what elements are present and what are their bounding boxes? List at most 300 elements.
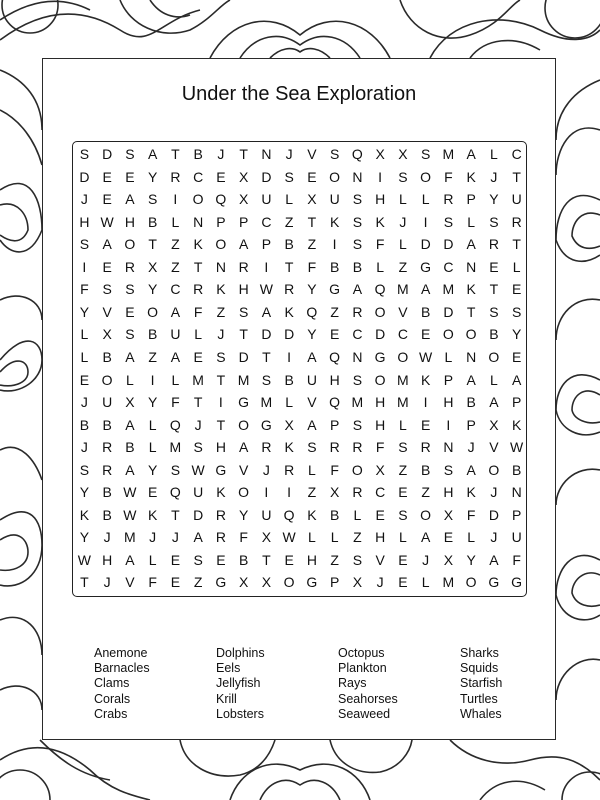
word-list-item: Plankton <box>338 661 387 676</box>
grid-letter: A <box>125 551 135 568</box>
grid-letter: A <box>489 551 499 568</box>
grid-letter: H <box>102 551 113 568</box>
grid-letter: X <box>284 416 294 433</box>
grid-letter: X <box>261 574 272 591</box>
word-list-item: Eels <box>216 661 241 676</box>
grid-letter: Z <box>398 461 408 478</box>
grid-letter: P <box>466 191 476 208</box>
grid-letter: S <box>125 326 135 343</box>
grid-letter: T <box>171 506 180 523</box>
grid-letter: B <box>102 416 112 433</box>
grid-letter: B <box>420 303 431 320</box>
grid-letter: I <box>287 348 292 365</box>
grid-letter: D <box>375 326 386 343</box>
grid-letter: F <box>512 551 521 568</box>
grid-letter: A <box>511 371 522 388</box>
grid-letter: O <box>420 506 432 523</box>
grid-letter: O <box>351 461 363 478</box>
grid-letter: J <box>171 529 179 546</box>
grid-letter: E <box>193 348 203 365</box>
grid-letter: E <box>398 551 408 568</box>
grid-letter: I <box>264 484 269 501</box>
grid-letter: L <box>285 394 294 411</box>
grid-letter: S <box>511 303 522 320</box>
grid-letter: F <box>375 236 385 253</box>
grid-letter: U <box>170 326 181 343</box>
grid-letter: J <box>80 191 88 208</box>
grid-letter: D <box>420 236 431 253</box>
grid-letter: O <box>101 371 113 388</box>
grid-letter: Z <box>193 574 203 591</box>
grid-letter: N <box>466 348 477 365</box>
grid-letter: E <box>307 168 317 185</box>
grid-letter: S <box>443 213 454 230</box>
grid-letter: L <box>330 529 339 546</box>
grid-letter: K <box>284 303 294 320</box>
grid-letter: S <box>79 146 90 162</box>
grid-letter: H <box>375 394 386 411</box>
grid-letter: L <box>512 258 521 275</box>
word-list-item: Jellyfish <box>216 676 261 691</box>
grid-letter: Y <box>466 551 476 568</box>
grid-letter: P <box>443 371 454 388</box>
grid-letter: L <box>421 574 430 591</box>
grid-letter: J <box>80 439 88 456</box>
grid-letter: A <box>125 416 135 433</box>
grid-letter: L <box>398 191 407 208</box>
grid-letter: I <box>264 258 269 275</box>
grid-letter: R <box>238 258 249 275</box>
grid-letter: E <box>443 529 454 546</box>
word-column <box>94 646 204 722</box>
word-list-item: Anemone <box>94 646 148 660</box>
grid-letter: S <box>216 348 226 365</box>
grid-letter: F <box>80 281 89 298</box>
grid-letter: M <box>397 281 409 298</box>
grid-letter: E <box>398 574 408 591</box>
grid-letter: L <box>353 506 362 523</box>
word-list-item: Seahorses <box>338 691 398 706</box>
grid-letter: Y <box>489 191 499 208</box>
grid-letter: L <box>489 146 498 162</box>
grid-letter: X <box>125 394 135 411</box>
grid-letter: E <box>125 168 135 185</box>
grid-letter: B <box>420 461 431 478</box>
grid-letter: T <box>80 574 89 591</box>
grid-letter: T <box>216 416 226 433</box>
grid-letter: O <box>374 303 386 320</box>
grid-letter: O <box>374 371 386 388</box>
grid-letter: P <box>511 506 522 523</box>
grid-letter: L <box>194 326 203 343</box>
grid-letter: K <box>147 506 158 523</box>
grid-letter: G <box>238 394 250 411</box>
grid-letter: X <box>443 551 454 568</box>
grid-letter: Y <box>307 326 317 343</box>
grid-letter: K <box>466 484 476 501</box>
grid-letter: F <box>444 168 453 185</box>
grid-letter: X <box>329 484 340 501</box>
grid-letter: L <box>80 348 89 365</box>
grid-letter: D <box>443 303 454 320</box>
grid-letter: Z <box>330 303 339 320</box>
grid-letter: Z <box>148 348 157 365</box>
grid-letter: Y <box>147 461 158 478</box>
grid-letter: Z <box>171 236 180 253</box>
grid-letter: V <box>375 551 385 568</box>
grid-letter: S <box>352 416 363 433</box>
grid-letter: S <box>125 146 135 162</box>
grid-letter: K <box>284 439 294 456</box>
grid-letter: J <box>490 529 498 546</box>
grid-letter: I <box>423 394 428 411</box>
grid-letter: E <box>147 484 158 501</box>
grid-letter: J <box>376 574 384 591</box>
grid-letter: L <box>171 213 180 230</box>
grid-letter: B <box>489 326 499 343</box>
grid-letter: M <box>124 529 136 546</box>
grid-letter: B <box>511 461 522 478</box>
grid-letter: G <box>511 574 523 591</box>
grid-letter: L <box>376 258 385 275</box>
grid-letter: L <box>489 371 498 388</box>
grid-letter: E <box>489 258 499 275</box>
grid-letter: E <box>79 371 90 388</box>
grid-letter: W <box>282 529 296 546</box>
grid-letter: Y <box>147 168 158 185</box>
grid-letter: G <box>215 461 227 478</box>
grid-letter: Y <box>79 529 90 546</box>
grid-letter: J <box>80 394 88 411</box>
grid-letter: F <box>148 574 157 591</box>
grid-letter: R <box>215 506 226 523</box>
grid-letter: S <box>352 371 363 388</box>
grid-letter: X <box>261 529 272 546</box>
grid-letter: K <box>466 168 476 185</box>
grid-letter: T <box>512 236 521 253</box>
grid-letter: A <box>466 371 476 388</box>
grid-letter: O <box>488 348 500 365</box>
grid-letter: J <box>262 461 270 478</box>
grid-letter: P <box>238 213 249 230</box>
grid-letter: E <box>102 191 112 208</box>
grid-letter: X <box>489 416 499 433</box>
grid-letter: Z <box>398 258 408 275</box>
grid-letter: P <box>511 394 522 411</box>
grid-letter: W <box>123 506 137 523</box>
grid-letter: B <box>102 506 112 523</box>
grid-letter: F <box>375 439 385 456</box>
grid-letter: T <box>512 168 521 185</box>
word-list-item: Whales <box>460 706 502 721</box>
grid-letter: X <box>375 146 385 162</box>
grid-letter: F <box>171 394 180 411</box>
grid-letter: E <box>170 574 181 591</box>
puzzle-title: Under the Sea Exploration <box>181 83 417 105</box>
grid-letter: E <box>216 551 226 568</box>
grid-letter: R <box>420 439 431 456</box>
grid-letter: J <box>103 529 111 546</box>
word-list-item: Crabs <box>94 706 128 721</box>
grid-letter: A <box>420 529 431 546</box>
grid-letter: A <box>193 529 203 546</box>
grid-letter: C <box>193 168 204 185</box>
grid-letter: F <box>307 258 317 275</box>
grid-letter: J <box>422 551 430 568</box>
grid-letter: R <box>193 281 204 298</box>
grid-letter: R <box>488 236 499 253</box>
grid-letter: W <box>259 281 273 298</box>
word-list-item: Squids <box>460 661 499 676</box>
grid-letter: N <box>466 258 477 275</box>
grid-letter: B <box>102 484 112 501</box>
grid-letter: S <box>170 461 181 478</box>
grid-letter: I <box>287 484 292 501</box>
grid-letter: A <box>466 146 476 162</box>
grid-letter: N <box>352 168 363 185</box>
grid-letter: C <box>375 484 386 501</box>
grid-letter: Q <box>283 506 295 523</box>
grid-letter: J <box>490 484 498 501</box>
word-column <box>338 646 448 722</box>
grid-letter: O <box>465 574 477 591</box>
grid-letter: J <box>194 416 202 433</box>
grid-letter: A <box>125 348 135 365</box>
grid-letter: E <box>170 551 181 568</box>
word-list-item: Barnacles <box>94 661 150 676</box>
grid-letter: R <box>170 168 181 185</box>
grid-letter: T <box>466 303 476 320</box>
grid-letter: D <box>284 326 295 343</box>
letter-grid <box>72 141 527 597</box>
grid-letter: E <box>284 551 294 568</box>
grid-letter: D <box>488 506 499 523</box>
grid-letter: K <box>307 506 317 523</box>
grid-letter: H <box>215 439 226 456</box>
grid-letter: S <box>307 439 317 456</box>
grid-letter: L <box>148 439 157 456</box>
grid-letter: G <box>329 281 341 298</box>
grid-letter: S <box>284 168 294 185</box>
grid-letter: S <box>147 191 158 208</box>
grid-letter: U <box>511 191 522 208</box>
puzzle-sheet <box>42 58 556 740</box>
grid-letter: K <box>420 371 431 388</box>
grid-letter: O <box>147 303 159 320</box>
grid-letter: U <box>102 394 113 411</box>
grid-letter: X <box>238 168 249 185</box>
grid-letter: D <box>443 236 454 253</box>
grid-letter: U <box>511 529 522 546</box>
grid-letter: X <box>102 326 112 343</box>
grid-letter: W <box>510 439 524 456</box>
grid-letter: E <box>420 326 431 343</box>
grid-letter: B <box>193 146 203 162</box>
grid-letter: L <box>421 191 430 208</box>
grid-letter: O <box>329 168 341 185</box>
grid-letter: S <box>398 506 408 523</box>
grid-letter: B <box>79 416 90 433</box>
word-list-item: Starfish <box>460 676 503 691</box>
grid-letter: E <box>216 168 226 185</box>
grid-letter: R <box>102 461 113 478</box>
grid-letter: Z <box>216 303 226 320</box>
grid-letter: A <box>125 461 135 478</box>
grid-letter: G <box>488 574 500 591</box>
grid-letter: O <box>238 484 250 501</box>
grid-letter: M <box>169 439 182 456</box>
grid-letter: P <box>329 416 340 433</box>
grid-letter: M <box>442 574 455 591</box>
grid-letter: K <box>79 506 90 523</box>
grid-letter: S <box>398 168 408 185</box>
grid-letter: T <box>193 258 203 275</box>
grid-letter: H <box>443 484 454 501</box>
grid-letter: A <box>466 461 476 478</box>
grid-letter: S <box>398 439 408 456</box>
grid-letter: Y <box>307 281 317 298</box>
grid-letter: O <box>397 348 409 365</box>
word-list <box>94 646 534 726</box>
grid-letter: X <box>443 506 454 523</box>
grid-letter: I <box>173 191 178 208</box>
grid-letter: S <box>420 146 431 162</box>
grid-letter: V <box>125 574 135 591</box>
grid-letter: J <box>103 574 111 591</box>
grid-letter: B <box>284 371 294 388</box>
grid-letter: K <box>375 213 385 230</box>
grid-letter: O <box>488 461 500 478</box>
word-column <box>460 646 570 722</box>
grid-letter: Q <box>306 303 318 320</box>
grid-letter: O <box>283 574 295 591</box>
grid-letter: K <box>216 281 226 298</box>
grid-letter: Q <box>169 484 181 501</box>
grid-letter: J <box>490 168 498 185</box>
grid-letter: B <box>466 394 476 411</box>
grid-letter: O <box>465 326 477 343</box>
word-list-item: Turtles <box>460 691 498 706</box>
grid-letter: Z <box>421 484 430 501</box>
grid-letter: G <box>306 574 318 591</box>
grid-letter: S <box>79 236 90 253</box>
grid-letter: U <box>261 506 272 523</box>
word-list-item: Dolphins <box>216 646 265 660</box>
grid-letter: A <box>489 394 499 411</box>
grid-letter: F <box>193 303 203 320</box>
grid-letter: E <box>125 303 135 320</box>
grid-letter: C <box>170 281 181 298</box>
grid-letter: E <box>511 281 522 298</box>
grid-letter: T <box>284 258 294 275</box>
grid-letter: B <box>147 326 158 343</box>
grid-letter: B <box>238 551 249 568</box>
grid-letter: Y <box>511 326 522 343</box>
grid-letter: T <box>171 146 180 162</box>
grid-letter: C <box>261 213 272 230</box>
grid-letter: L <box>171 371 180 388</box>
grid-letter: H <box>443 394 454 411</box>
grid-letter: T <box>148 236 157 253</box>
grid-letter: X <box>238 574 249 591</box>
grid-letter: J <box>217 146 225 162</box>
grid-letter: U <box>329 191 340 208</box>
grid-letter: E <box>420 416 431 433</box>
grid-letter: N <box>352 348 363 365</box>
grid-letter: Z <box>307 484 317 501</box>
word-list-item: Sharks <box>460 646 499 660</box>
grid-letter: V <box>238 461 249 478</box>
grid-letter: L <box>467 529 476 546</box>
grid-letter: K <box>329 213 340 230</box>
grid-letter: Z <box>284 213 294 230</box>
grid-letter: L <box>148 551 157 568</box>
grid-letter: S <box>352 191 363 208</box>
word-list-item: Octopus <box>338 646 385 660</box>
grid-letter: N <box>215 258 226 275</box>
grid-letter: K <box>511 416 522 433</box>
grid-letter: H <box>306 551 317 568</box>
grid-letter: B <box>284 236 294 253</box>
grid-letter: S <box>125 281 135 298</box>
grid-letter: A <box>238 236 249 253</box>
grid-letter: D <box>102 146 113 162</box>
grid-letter: L <box>125 371 134 388</box>
grid-letter: S <box>102 281 112 298</box>
word-list-item: Krill <box>216 691 237 706</box>
grid-letter: C <box>443 258 454 275</box>
word-list-item: Corals <box>94 691 131 706</box>
grid-letter: R <box>352 484 363 501</box>
grid-letter: S <box>489 213 499 230</box>
grid-letter: B <box>329 258 340 275</box>
grid-letter: Z <box>353 529 362 546</box>
grid-letter: R <box>284 461 295 478</box>
grid-letter: E <box>102 258 112 275</box>
grid-letter: K <box>216 484 226 501</box>
grid-letter: T <box>262 348 271 365</box>
grid-letter: Z <box>307 236 317 253</box>
grid-letter: I <box>378 168 383 185</box>
grid-letter: F <box>330 461 339 478</box>
grid-letter: Z <box>330 551 339 568</box>
grid-letter: B <box>352 258 363 275</box>
grid-letter: H <box>375 191 386 208</box>
grid-letter: L <box>148 416 157 433</box>
grid-letter: B <box>147 213 158 230</box>
grid-letter: S <box>79 461 90 478</box>
grid-letter: I <box>82 258 87 275</box>
grid-letter: M <box>260 394 273 411</box>
grid-letter: M <box>442 281 455 298</box>
grid-letter: A <box>420 281 431 298</box>
grid-letter: R <box>215 529 226 546</box>
grid-letter: L <box>398 236 407 253</box>
grid-letter: D <box>261 326 272 343</box>
grid-letter: F <box>466 506 476 523</box>
grid-letter: A <box>238 439 249 456</box>
grid-letter: P <box>261 236 272 253</box>
grid-letter: P <box>216 213 226 230</box>
grid-letter: C <box>352 326 363 343</box>
grid-letter: A <box>170 303 181 320</box>
grid-letter: M <box>192 371 204 388</box>
grid-letter: P <box>466 416 476 433</box>
grid-letter: U <box>306 371 317 388</box>
grid-letter: A <box>102 236 112 253</box>
grid-letter: Y <box>238 506 249 523</box>
grid-letter: X <box>238 191 249 208</box>
